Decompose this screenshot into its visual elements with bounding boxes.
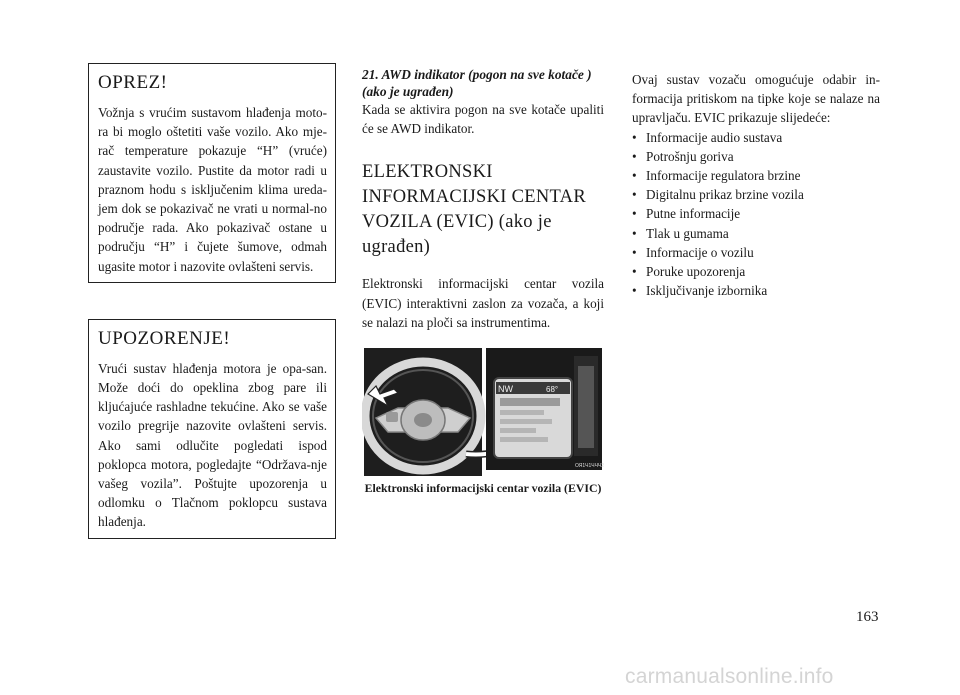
right-column [632,70,880,300]
warning-title: UPOZORENJE! [98,327,231,349]
list-item: • Tlak u gumama [632,224,880,243]
list-item: • Informacije regulatora brzine [632,166,880,185]
page-number: 163 [856,609,879,625]
warning-text: Vrući sustav hlađenja motora je opa-san. Može doći do opeklina zbog pare ili kljućajuće rashladne tekućine. Ako se vaše vozilo pregrije nazovite ovlašteni servis. Ako sami odlučite pogledati ispod poklopca motora, pogledajte “Održava-nje vašeg vozila”. Poštujte upozorenja u odlomku o Tlačnom poklopcu sustava hlađenja. [98,360,327,530]
list-item: • Informacije audio sustava [632,128,880,147]
figure-caption: Elektronski informacijski centar vozila (EVIC) [364,481,602,496]
awd-text: Kada se aktivira pogon na sve kotače upaliti će se AWD indikator. [362,102,604,137]
left-column [88,63,336,539]
list-item: • Isključivanje izbornika [632,281,880,300]
list-item: • Potrošnju goriva [632,147,880,166]
watermark: carmanualsonline.info [625,665,834,688]
list-item: • Poruke upozorenja [632,262,880,281]
evic-figure [362,346,604,478]
awd-heading: 21. AWD indikator (pogon na sve kotače ) (ako je ugrađen) [362,67,592,99]
evic-intro: Elektronski informacijski centar vozila (EVIC) interaktivni zaslon za vozača, a koji se nalazi na ploči sa instrumentima. [362,276,604,330]
warning-box [88,319,336,539]
evic-feature-list [632,128,880,301]
figure-code: ОЯ1Ч1ЧЧЧ2 [575,463,604,470]
caution-title: OPREZ! [98,72,168,93]
steering-wheel-illustration [362,346,604,478]
screen-heading: NW [498,384,513,395]
middle-column [362,66,604,497]
evic-description: Ovaj sustav vozaču omogućuje odabir in-formacija pritiskom na tipke koje se nalaze na upravljaču. EVIC prikazuje slijedeće: [632,72,880,126]
list-item: • Putne informacije [632,204,880,223]
evic-heading: ELEKTRONSKI INFORMACIJSKI CENTAR VOZILA (EVIC) (ako je ugrađen) [362,162,586,258]
caution-text: Vožnja s vrućim sustavom hlađenja moto-ra bi moglo oštetiti vaše vozilo. Ako mje-rač temperature pokazuje “H” (vruće) zaustavite vozilo. Pustite da motor radi u praznom hodu s isključenim klima ureda-jem dok se pokazivač ne vrati u normal-no područje rada. Ako pokazivač ostane u području “H” i čujete šumove, odmah ugasite motor i nazovite ovlašteni servis. [98,105,327,274]
caution-box [88,63,336,283]
wheel-control-buttons [386,412,398,422]
screen-temperature: 68° [546,385,559,395]
list-item: • Informacije o vozilu [632,243,880,262]
list-item: • Digitalnu prikaz brzine vozila [632,185,880,204]
